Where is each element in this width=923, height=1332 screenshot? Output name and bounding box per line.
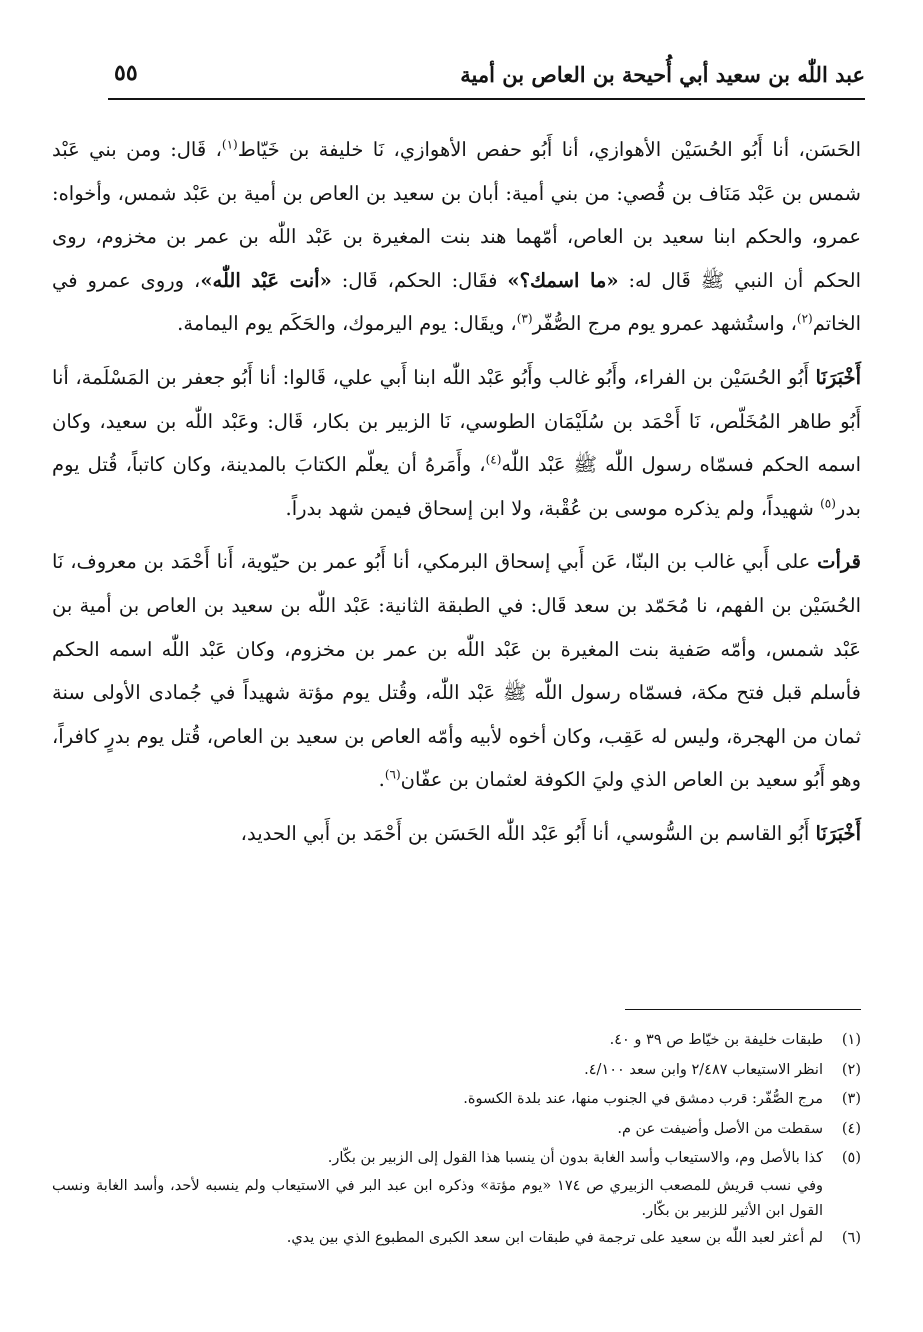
footnote — [52, 1056, 861, 1086]
footnote-text — [52, 1115, 823, 1145]
footnote — [52, 1224, 861, 1254]
page-number: ٥٥ — [114, 60, 138, 86]
footnote-text — [52, 1144, 823, 1224]
text-run: أَبُو الحُسَيْن بن الفراء، وأَبُو غالب وأَبُو عَبْد اللّٰه ابنا أَبي علي، قَالوا: أنا أَبُو جعفر بن المَسْلَمة، أنا أَبُو طاهر المُخَلّص، نَا أَحْمَد بن سُلَيْمَان الطوسي، نَا الزبير بن بكار، قَال: وعَبْد اللّٰه بن سعيد، وكان اسمه الحكم فسمّاه رسول اللّٰه ﷺ عَبْد اللّٰه — [52, 365, 861, 477]
footnote-line: انظر الاستيعاب ٢/٤٨٧ وابن سعد ٤/١٠٠. — [584, 1061, 823, 1078]
paragraph — [52, 128, 861, 346]
footnote-line: كذا بالأصل وم، والاستيعاب وأسد الغابة بدون أن ينسبا هذا القول إلى الزبير بن بكّار. — [327, 1150, 823, 1166]
footnotes — [52, 1026, 861, 1253]
text-run: فقَال: الحكم، قَال: — [331, 268, 508, 292]
text-run: أَبُو القاسم بن السُّوسي، أنا أَبُو عَبْد اللّٰه الحَسَن بن أَحْمَد بن أَبي الحديد، — [240, 821, 816, 845]
text-run: ، واستُشهد عمرو يوم مرج الصُّفّر — [532, 312, 797, 336]
footnote — [52, 1144, 861, 1224]
text-run: ، ويقَال: يوم اليرموك، والحَكَم يوم اليمامة. — [177, 312, 517, 336]
footnote-number: (٣) — [841, 1091, 861, 1107]
footnote-ref: (١) — [221, 137, 238, 152]
footnote-number: (١) — [841, 1032, 861, 1048]
main-text — [52, 128, 861, 856]
footnote — [52, 1085, 861, 1115]
footnote-ref: (٢) — [796, 311, 813, 326]
footnote-text — [52, 1026, 823, 1056]
footnote-text — [52, 1056, 823, 1086]
footnote-ref: (٦) — [384, 767, 401, 782]
paragraph-lead-word: أَخْبَرَنَا — [815, 365, 861, 389]
footnote — [52, 1115, 861, 1145]
paragraph — [52, 356, 861, 530]
footnote — [52, 1026, 861, 1056]
footnote-ref: (٣) — [516, 311, 533, 326]
footnote-ref: (٤) — [485, 452, 502, 467]
paragraph-lead-word: أَخْبَرَنَا — [815, 821, 861, 845]
text-run: على أَبي غالب بن البنّا، عَن أَبي إسحاق البرمكي، أنا أَبُو عمر بن حيّوية، أَنا أَحْمَد بن معروف، نَا الحُسَيْن بن الفهم، نا مُحَمّد بن سعد قَال: في الطبقة الثانية: عَبْد اللّٰه بن سعيد بن العاص بن أمية بن عَبْد شمس، وأمّه صَفية بنت المغيرة بن عَبْد اللّٰه بن عمر بن مخزوم، وكان عَبْد اللّٰه اسمه الحكم فأسلم قبل فتح مكة، فسمّاه رسول اللّٰه ﷺ عَبْد اللّٰه، وقُتل يوم مؤتة شهيداً في جُمادى الأولى سنة ثمان من الهجرة، وليس له عَقِب، وكان أخوه لأبيه وأمّه العاص بن سعيد بن العاص، قُتل يوم بدرٍ كافراً، وهو أَبُو سعيد بن العاص الذي وليَ الكوفة لعثمان بن عفّان — [52, 550, 861, 792]
running-title: عبد اللّٰه بن سعيد أبي أُحيحة بن العاص بن أمية — [460, 62, 865, 87]
footnote-line: لم أعثر لعبد اللّٰه بن سعيد على ترجمة في طبقات ابن سعد الكبرى المطبوع الذي بين يدي. — [286, 1229, 823, 1246]
paragraph-lead-word: قرأت — [817, 550, 861, 574]
footnote-line: مرج الصُّفّر: قرب دمشق في الجنوب منها، عند بلدة الكسوة. — [463, 1091, 823, 1107]
footnote-number: (٢) — [841, 1061, 861, 1078]
footnote-line: سقطت من الأصل وأضيفت عن م. — [617, 1120, 823, 1137]
text-run: ، قَال: ومن بني عَبْد شمس بن عَبْد مَنَاف بن قُصي: من بني أمية: أبان بن سعيد بن العاص بن أمية بن عَبْد شمس، وأخواه: عمرو، والحكم ابنا سعيد بن العاص، أمّهما هند بنت المغيرة بن عَبْد اللّٰه بن عمر بن مخزوم، روى الحكم أن النبي ﷺ قَال له: — [52, 138, 861, 292]
footnote-separator — [625, 1009, 861, 1010]
footnote-number: (٦) — [841, 1229, 861, 1246]
footnote-number: (٤) — [841, 1120, 861, 1137]
footnote-ref: (٥) — [820, 496, 836, 511]
paragraph — [52, 812, 861, 856]
footnote-line: وفي نسب قريش للمصعب الزبيري ص ١٧٤ «يوم مؤتة» وذكره ابن عبد البر في الاستيعاب ولم ينسبه لأحد، وأسد الغابة ونسب القول ابن الأثير للزبير بن بكّار. — [52, 1177, 824, 1219]
footnote-text — [52, 1224, 823, 1254]
text-run: الحَسَن، أنا أَبُو الحُسَيْن الأهوازي، أنا أَبُو حفص الأهوازي، نَا خليفة بن خَيّاط — [237, 138, 861, 161]
text-run: شهيداً، ولم يذكره موسى بن عُقْبة، ولا ابن إسحاق فيمن شهد بدراً. — [285, 496, 821, 520]
quoted-speech: «ما اسمك؟» — [507, 268, 619, 292]
quoted-speech: «أنت عَبْد اللّٰه» — [200, 268, 332, 292]
text-run: ، وأَمَرهُ أن يعلّم الكتابَ بالمدينة، وكان كاتباً، قُتل يوم بدر — [52, 453, 861, 520]
footnote-text — [52, 1085, 823, 1115]
text-run: . — [378, 768, 385, 792]
footnote-line: طبقات خليفة بن خيّاط ص ٣٩ و ٤٠. — [609, 1032, 823, 1048]
footnote-number: (٥) — [841, 1150, 861, 1166]
paragraph — [52, 540, 861, 802]
text-run: ، وروى عمرو في الخاتم — [52, 268, 861, 336]
page-header — [108, 58, 865, 100]
